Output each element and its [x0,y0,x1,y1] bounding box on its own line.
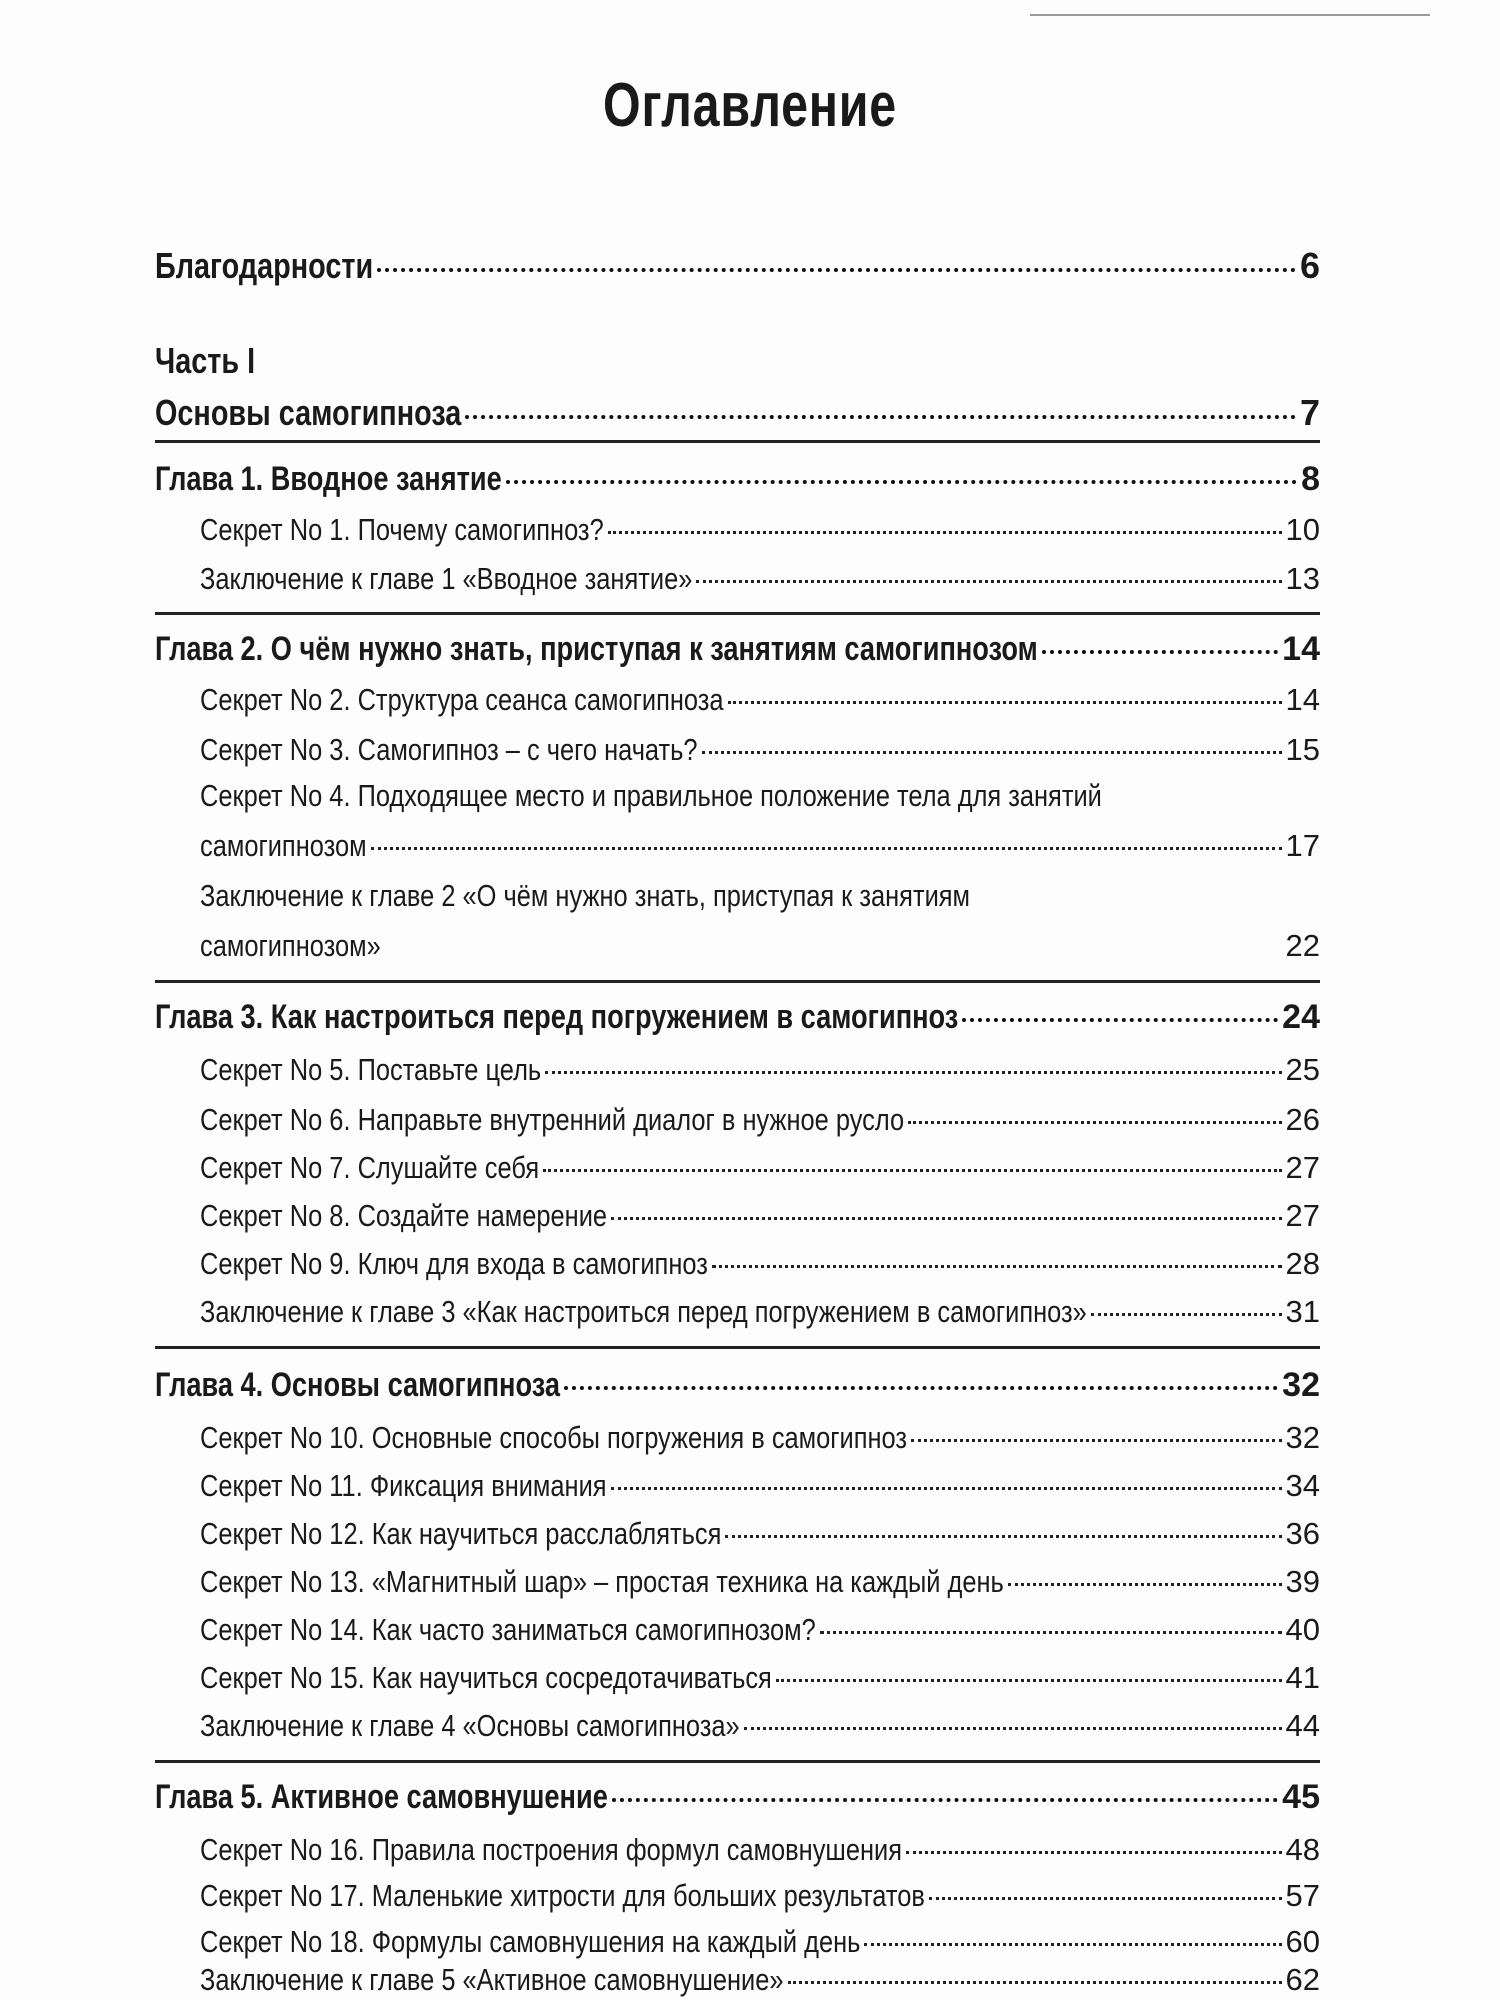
toc-entry-page: 15 [1285,732,1320,767]
toc-entry-label: Секрет No 1. Почему самогипноз? [200,512,604,547]
toc-entry-secret-16[interactable] [200,1832,1320,1868]
dot-leader [820,1631,1282,1634]
toc-entry-secret-2[interactable] [200,682,1320,718]
toc-entry-page: 39 [1285,1564,1320,1599]
toc-entry-page: 14 [1285,682,1320,717]
toc-entry-secret-14[interactable] [200,1612,1320,1648]
dot-leader [702,751,1282,754]
toc-entry-label: Глава 2. О чём нужно знать, приступая к занятиям самогипнозом [155,630,1038,668]
toc-entry-page: 6 [1299,245,1320,286]
toc-entry-secret-8[interactable] [200,1198,1320,1234]
toc-entry-page: 60 [1285,1924,1320,1959]
dot-leader [612,1798,1278,1802]
toc-entry-label: Глава 3. Как настроиться перед погружением в самогипноз [155,998,959,1036]
toc-entry-page: 34 [1285,1468,1320,1503]
toc-entry-label: Глава 4. Основы самогипноза [155,1366,561,1404]
toc-entry-label: Секрет No 14. Как часто заниматься самогипнозом? [200,1612,816,1647]
dot-leader [608,531,1282,534]
toc-entry-label: Секрет No 18. Формулы самовнушения на каждый день [200,1924,861,1959]
separator-line [155,980,1320,983]
toc-entry-label: Секрет No 13. «Магнитный шар» – простая техника на каждый день [200,1564,1004,1599]
toc-entry-page: 27 [1285,1198,1320,1233]
dot-leader [906,1851,1282,1854]
dot-leader [377,268,1296,272]
toc-entry-page: 57 [1285,1878,1320,1913]
toc-entry-page: 28 [1285,1246,1320,1281]
toc-entry-label: самогипнозом [200,828,367,863]
toc-entry-label: Секрет No 10. Основные способы погружения в самогипноз [200,1420,908,1455]
toc-entry-secret-11[interactable] [200,1468,1320,1504]
dot-leader [1008,1583,1282,1586]
toc-entry-secret-1[interactable] [200,512,1320,548]
toc-entry-acknowledgements[interactable] [155,245,1320,287]
toc-entry-secret-10[interactable] [200,1420,1320,1456]
toc-entry-page: 24 [1282,998,1320,1036]
dot-leader [564,1386,1278,1390]
running-header-rule [1030,0,1430,16]
toc-entry-page: 26 [1285,1102,1320,1137]
dot-leader [371,847,1282,850]
toc-entry-page: 27 [1285,1150,1320,1185]
toc-entry-page: 17 [1285,828,1320,863]
dot-leader [864,1943,1281,1946]
toc-entry-page: 25 [1285,1052,1320,1087]
toc-entry-label: Заключение к главе 1 «Вводное занятие» [200,561,693,596]
toc-entry-chapter-1[interactable] [155,460,1320,499]
toc-entry-chapter-4[interactable] [155,1366,1320,1405]
toc-entry-label: Секрет No 11. Фиксация внимания [200,1468,607,1503]
separator-line [155,612,1320,615]
part-heading: Часть I [155,340,256,381]
toc-entry-secret-6[interactable] [200,1102,1320,1138]
toc-entry-label: Глава 1. Вводное занятие [155,460,502,498]
dot-leader [962,1018,1278,1022]
dot-leader [611,1217,1281,1220]
toc-entry-page: 13 [1285,561,1320,596]
toc-entry-label: Глава 5. Активное самовнушение [155,1778,608,1816]
dot-leader [728,701,1282,704]
toc-entry-page: 41 [1285,1660,1320,1695]
dot-leader [696,580,1281,583]
toc-entry-secret-3[interactable] [200,732,1320,768]
toc-entry-page: 10 [1285,512,1320,547]
toc-entry-label: Благодарности [155,245,374,286]
toc-entry-label: Секрет No 8. Создайте намерение [200,1198,608,1233]
dot-leader [788,1981,1282,1984]
toc-entry-secret-17[interactable] [200,1878,1320,1914]
toc-entry-page: 62 [1285,1962,1320,1997]
toc-entry-secret-15[interactable] [200,1660,1320,1696]
toc-entry-label: Секрет No 2. Структура сеанса самогипноза [200,682,724,717]
page-title: Оглавление [603,71,897,140]
toc-entry-label: Заключение к главе 3 «Как настроиться перед погружением в самогипноз» [200,1294,1087,1329]
toc-entry-conclusion-2-line1: Заключение к главе 2 «О чём нужно знать, приступая к занятиям [200,878,971,913]
toc-entry-label: Секрет No 17. Маленькие хитрости для больших результатов [200,1878,925,1913]
dot-leader [725,1535,1281,1538]
dot-leader [908,1121,1281,1124]
toc-entry-label: Заключение к главе 4 «Основы самогипноза» [200,1708,740,1743]
toc-entry-secret-4[interactable] [200,828,1320,864]
dot-leader [545,1071,1281,1074]
toc-entry-label: Заключение к главе 5 «Активное самовнушение» [200,1962,784,1997]
separator-line [155,1760,1320,1763]
toc-entry-page: 32 [1285,1420,1320,1455]
dot-leader [744,1727,1282,1730]
toc-entry-page: 7 [1299,392,1320,433]
toc-entry-chapter-2[interactable] [155,630,1320,669]
toc-entry-conclusion-3[interactable] [200,1294,1320,1330]
toc-entry-page: 44 [1285,1708,1320,1743]
toc-entry-chapter-3[interactable] [155,998,1320,1037]
toc-entry-conclusion-5[interactable] [200,1962,1320,1998]
toc-entry-conclusion-2[interactable] [200,928,1320,964]
toc-entry-conclusion-4[interactable] [200,1708,1320,1744]
toc-entry-secret-12[interactable] [200,1516,1320,1552]
toc-entry-page: 48 [1285,1832,1320,1867]
dot-leader [911,1439,1281,1442]
dot-leader [929,1897,1282,1900]
toc-entry-page: 32 [1282,1366,1320,1404]
toc-entry-label: Секрет No 6. Направьте внутренний диалог в нужное русло [200,1102,905,1137]
toc-entry-secret-9[interactable] [200,1246,1320,1282]
toc-entry-label: Секрет No 5. Поставьте цель [200,1052,542,1087]
toc-entry-page: 36 [1285,1516,1320,1551]
toc-entry-page: 45 [1282,1778,1320,1816]
dot-leader [611,1487,1282,1490]
toc-entry-part1[interactable] [155,392,1320,434]
toc-entry-conclusion-1[interactable] [200,561,1320,597]
toc-entry-label: Основы самогипноза [155,392,462,433]
toc-entry-label: Секрет No 12. Как научиться расслабляться [200,1516,722,1551]
dot-leader [543,1169,1281,1172]
toc-entry-page: 22 [1285,928,1320,963]
toc-entry-secret-18[interactable] [200,1924,1320,1960]
toc-entry-secret-7[interactable] [200,1150,1320,1186]
toc-entry-page: 14 [1282,630,1320,668]
separator-line [155,440,1320,443]
toc-entry-label: Секрет No 16. Правила построения формул самовнушения [200,1832,902,1867]
toc-entry-page: 31 [1285,1294,1320,1329]
toc-entry-label: Секрет No 3. Самогипноз – с чего начать? [200,732,698,767]
separator-line [155,1346,1320,1349]
toc-entry-secret-13[interactable] [200,1564,1320,1600]
dot-leader [506,480,1297,484]
dot-leader [1091,1313,1282,1316]
dot-leader [712,1265,1282,1268]
toc-entry-page: 40 [1285,1612,1320,1647]
toc-entry-chapter-5[interactable] [155,1778,1320,1817]
toc-entry-label: Секрет No 7. Слушайте себя [200,1150,540,1185]
toc-entry-secret-5[interactable] [200,1052,1320,1088]
dot-leader [465,415,1296,419]
toc-entry-label: Секрет No 15. Как научиться сосредотачиваться [200,1660,772,1695]
toc-entry-label: Секрет No 9. Ключ для входа в самогипноз [200,1246,708,1281]
dot-leader [776,1679,1282,1682]
toc-entry-secret-4-line1: Секрет No 4. Подходящее место и правильное положение тела для занятий [200,778,1102,813]
dot-leader [1042,650,1278,654]
toc-entry-label: самогипнозом» [200,928,381,963]
toc-entry-page: 8 [1301,460,1320,498]
